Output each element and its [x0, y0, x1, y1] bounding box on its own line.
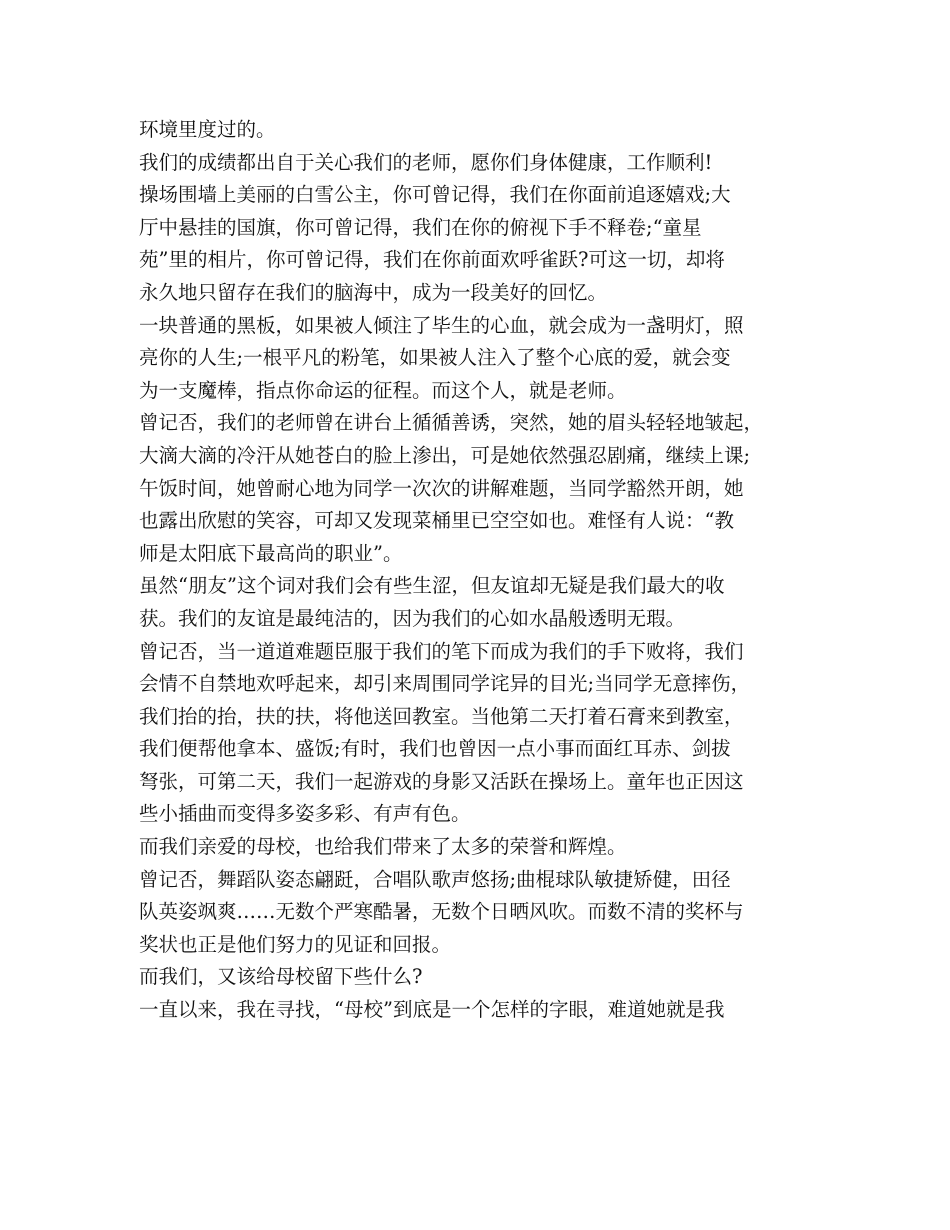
- text-line: 一块普通的黑板，如果被人倾注了毕生的心血，就会成为一盏明灯，照: [139, 313, 744, 337]
- text-line: 苑”里的相片，你可曾记得，我们在你前面欢呼雀跃?可这一切，却将: [139, 248, 725, 272]
- text-line: 永久地只留存在我们的脑海中，成为一段美好的回忆。: [139, 280, 608, 304]
- text-line: 会情不自禁地欢呼起来，却引来周围同学诧异的目光;当同学无意摔伤，: [139, 672, 751, 696]
- text-line: 而我们，又该给母校留下些什么?: [139, 965, 423, 989]
- text-line: 些小插曲而变得多姿多彩、有声有色。: [139, 802, 471, 826]
- text-line: 队英姿飒爽……无数个严寒酷暑，无数个日晒风吹。而数不清的奖杯与: [139, 900, 744, 924]
- text-line: 厅中悬挂的国旗，你可曾记得，我们在你的俯视下手不释卷;“童星: [139, 215, 702, 239]
- text-line: 而我们亲爱的母校，也给我们带来了太多的荣誉和辉煌。: [139, 835, 627, 859]
- text-line: 我们便帮他拿本、盛饭;有时，我们也曾因一点小事而面红耳赤、剑拔: [139, 737, 731, 761]
- text-line: 大滴大滴的冷汗从她苍白的脸上渗出，可是她依然强忍剧痛，继续上课;: [139, 443, 751, 467]
- text-line: 曾记否，当一道道难题臣服于我们的笔下而成为我们的手下败将，我们: [139, 639, 744, 663]
- text-line: 午饭时间，她曾耐心地为同学一次次的讲解难题，当同学豁然开朗，她: [139, 476, 744, 500]
- text-line: 弩张，可第二天，我们一起游戏的身影又活跃在操场上。童年也正因这: [139, 769, 744, 793]
- text-line: 获。我们的友谊是最纯洁的，因为我们的心如水晶般透明无瑕。: [139, 606, 686, 630]
- text-line: 师是太阳底下最高尚的职业”。: [139, 541, 403, 565]
- text-line: 为一支魔棒，指点你命运的征程。而这个人，就是老师。: [139, 378, 627, 402]
- text-line: 曾记否，我们的老师曾在讲台上循循善诱，突然，她的眉头轻轻地皱起，: [139, 411, 764, 435]
- text-line: 亮你的人生;一根平凡的粉笔，如果被人注入了整个心底的爱，就会变: [139, 346, 731, 370]
- text-line: 也露出欣慰的笑容，可却又发现菜桶里已空空如也。难怪有人说：“教: [139, 509, 734, 533]
- text-line: 奖状也正是他们努力的见证和回报。: [139, 932, 452, 956]
- text-line: 操场围墙上美丽的白雪公主，你可曾记得，我们在你面前追逐嬉戏;大: [139, 183, 731, 207]
- text-line: 曾记否，舞蹈队姿态翩跹，合唱队歌声悠扬;曲棍球队敏捷矫健，田径: [139, 867, 731, 891]
- text-line: 我们抬的抬，扶的扶，将他送回教室。当他第二天打着石膏来到教室，: [139, 704, 744, 728]
- text-line: 虽然“朋友”这个词对我们会有些生涩，但友谊却无疑是我们最大的收: [139, 574, 725, 598]
- text-line: 我们的成绩都出自于关心我们的老师，愿你们身体健康，工作顺利!: [139, 150, 713, 174]
- text-line: 环境里度过的。: [139, 118, 276, 141]
- text-line: 一直以来，我在寻找，“母校”到底是一个怎样的字眼，难道她就是我: [139, 998, 725, 1022]
- document-body: [139, 114, 815, 1027]
